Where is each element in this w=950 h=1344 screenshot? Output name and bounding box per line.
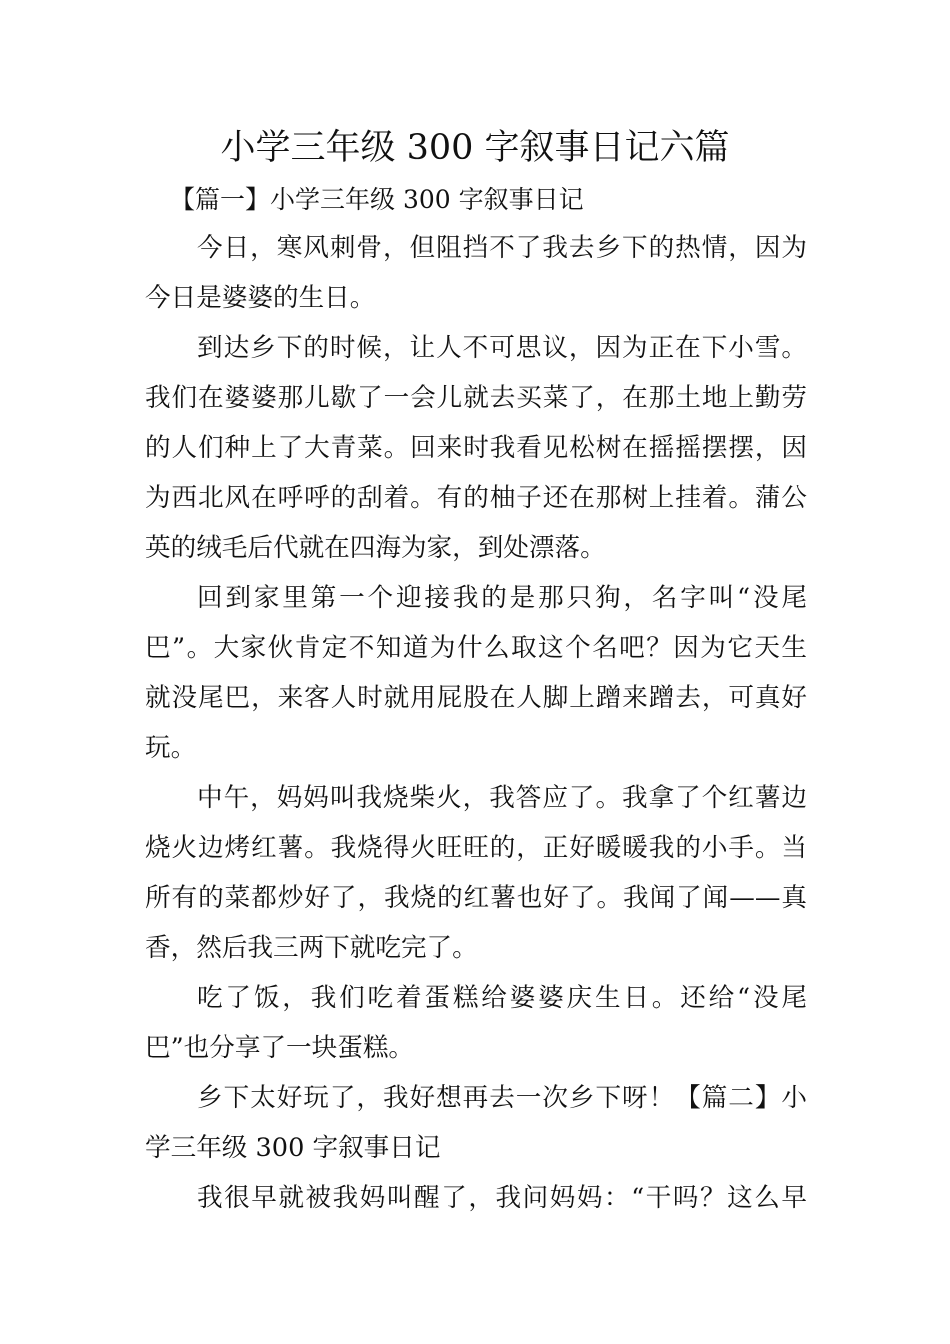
text-line: 学三年级 300 字叙事日记 <box>145 1133 441 1163</box>
text-line: 巴”也分享了一块蛋糕。 <box>145 1033 415 1063</box>
section-heading: 【篇一】小学三年级 300 字叙事日记 <box>170 185 584 214</box>
text-line: 巴”。大家伙肯定不知道为什么取这个名吧？因为它天生 <box>145 633 807 663</box>
text-line: 我很早就被我妈叫醒了，我问妈妈：“干吗？这么早 <box>197 1183 807 1213</box>
text-line: 我们在婆婆那儿歇了一会儿就去买菜了，在那土地上勤劳 <box>145 383 807 413</box>
text-line: 所有的菜都炒好了，我烧的红薯也好了。我闻了闻——真 <box>145 883 807 913</box>
text-line: 到达乡下的时候，让人不可思议，因为正在下小雪。 <box>197 333 807 363</box>
text-line: 烧火边烤红薯。我烧得火旺旺的，正好暖暖我的小手。当 <box>145 833 807 863</box>
text-line: 为西北风在呼呼的刮着。有的柚子还在那树上挂着。蒲公 <box>145 483 807 513</box>
text-line: 今日，寒风刺骨，但阻挡不了我去乡下的热情，因为 <box>197 233 807 263</box>
text-line: 香，然后我三两下就吃完了。 <box>145 933 478 963</box>
text-line: 中午，妈妈叫我烧柴火，我答应了。我拿了个红薯边 <box>197 783 807 813</box>
text-line: 玩。 <box>145 733 197 763</box>
text-line: 的人们种上了大青菜。回来时我看见松树在摇摇摆摆，因 <box>145 433 807 463</box>
text-line: 就没尾巴，来客人时就用屁股在人脚上蹭来蹭去，可真好 <box>145 683 807 713</box>
text-line: 今日是婆婆的生日。 <box>145 283 376 313</box>
text-line: 吃了饭，我们吃着蛋糕给婆婆庆生日。还给“没尾 <box>197 983 807 1013</box>
text-line: 乡下太好玩了，我好想再去一次乡下呀！【篇二】小 <box>197 1083 807 1113</box>
document-title: 小学三年级 300 字叙事日记六篇 <box>220 128 730 168</box>
text-line: 英的绒毛后代就在四海为家，到处漂落。 <box>145 533 606 563</box>
text-line: 回到家里第一个迎接我的是那只狗，名字叫“没尾 <box>197 583 807 613</box>
